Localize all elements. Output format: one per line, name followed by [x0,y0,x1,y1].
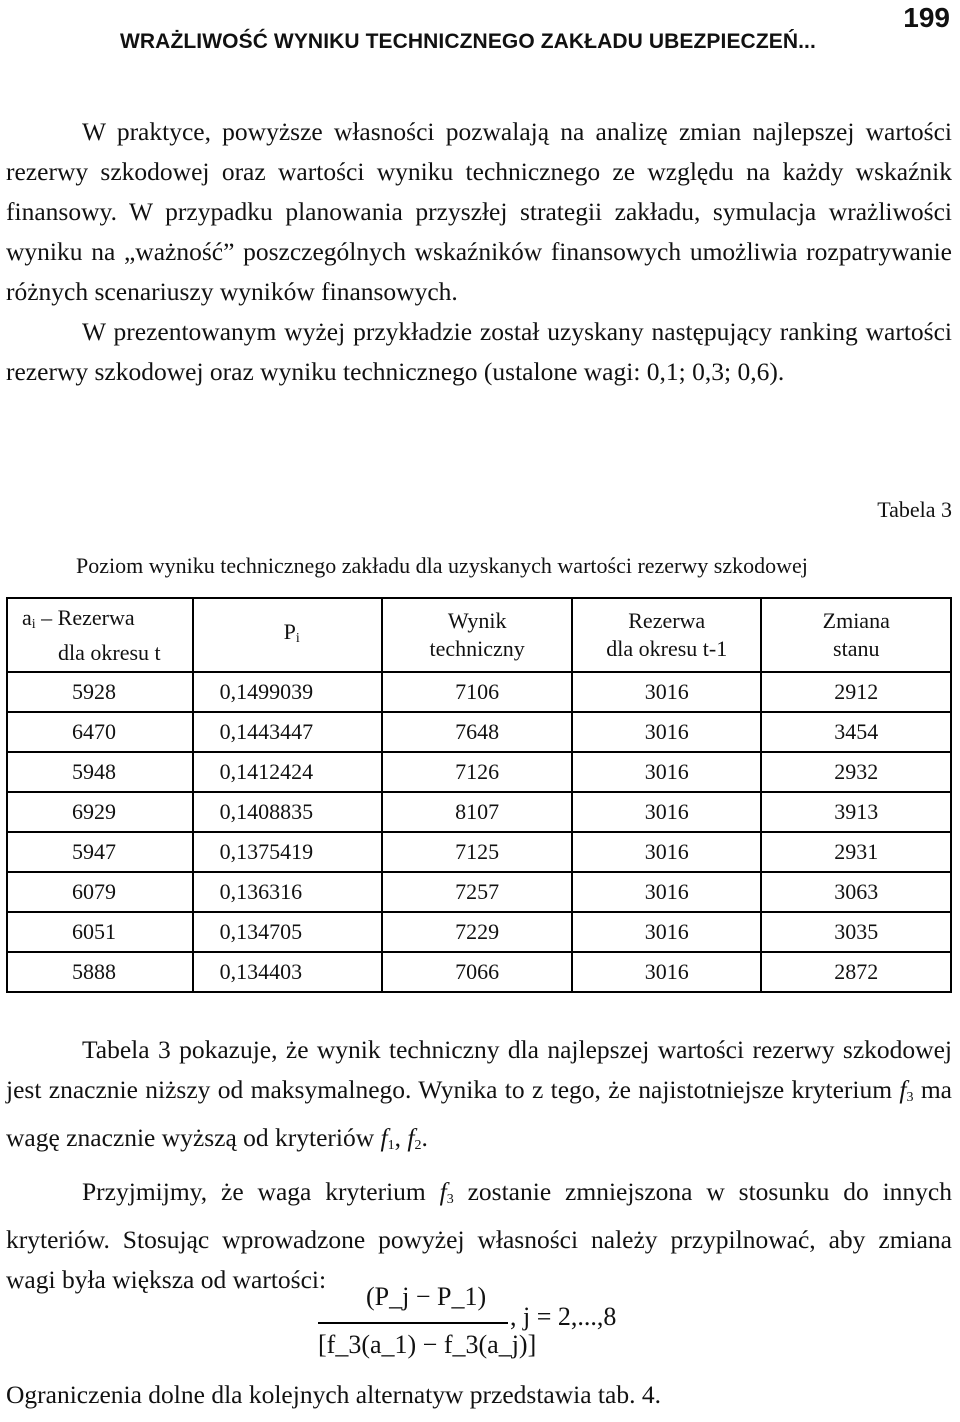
page-number: 199 [903,2,950,33]
table-cell: 7126 [382,752,572,792]
table-cell: 3016 [572,792,762,832]
table-cell: 0,1443447 [193,712,383,752]
table-cell: 3016 [572,912,762,952]
header-p: $P_i$ [193,598,383,672]
formula-denominator: [f_3(a_1) − f_3(a_j)] [318,1330,537,1359]
table-cell: 7648 [382,712,572,752]
after-text [6,1030,952,1300]
table-cell: 5947 [7,832,193,872]
table-cell: 0,1412424 [193,752,383,792]
table-cell: 6079 [7,872,193,912]
table-cell: 0,1408835 [193,792,383,832]
table-cell: 5888 [7,952,193,992]
table-cell: 0,136316 [193,872,383,912]
table-cell: 0,134403 [193,952,383,992]
data-table [6,597,952,993]
table-cell: 3035 [761,912,951,952]
table-row [7,832,951,872]
table-cell: 7106 [382,672,572,712]
table-cell: 7257 [382,872,572,912]
running-header: WRAŻLIWOŚĆ WYNIKU TECHNICZNEGO ZAKŁADU UBEZPIECZEŃ... [120,30,816,53]
table-cell: 5928 [7,672,193,712]
table-cell: 6470 [7,712,193,752]
table-row [7,672,951,712]
intro-text [6,112,952,392]
table-cell: 6051 [7,912,193,952]
table-cell: 3454 [761,712,951,752]
header-reserve-t-1: Rezerwa dla okresu t-1 [572,598,762,672]
paragraph-2: W prezentowanym wyżej przykładzie został uzyskany następujący ranking wartości rezerwy szkodowej oraz wyniku technicznego (ustalone wagi: 0,1; 0,3; 0,6). [6,317,952,386]
table-row [7,752,951,792]
table-cell: 2872 [761,952,951,992]
table-cell: 8107 [382,792,572,832]
table-cell: 7066 [382,952,572,992]
paragraph-4: Przyjmijmy, że waga kryterium $f_3$ zostanie zmniejszona w stosunku do innych kryteriów. Stosując wprowadzone powyżej własności należy przypilnować, aby zmiana wagi była większa od wartości: [6,1177,952,1294]
table-cell: 3016 [572,832,762,872]
final-sentence: Ograniczenia dolne dla kolejnych alternatyw przedstawia tab. 4. [6,1380,661,1409]
table-cell: 6929 [7,792,193,832]
table-cell: 3016 [572,712,762,752]
table-row [7,872,951,912]
table-cell: 3016 [572,752,762,792]
formula-numerator: (P_j − P_1) [366,1282,487,1311]
header-change: Zmiana stanu [761,598,951,672]
table-cell: 7125 [382,832,572,872]
table-cell: 0,1375419 [193,832,383,872]
table-row [7,912,951,952]
table-cell: 0,134705 [193,912,383,952]
table-cell: 3063 [761,872,951,912]
table-row [7,952,951,992]
header-reserve-t: $a_i$ – Rezerwa dla okresu t [7,598,193,672]
table-header-row [7,598,951,672]
table-cell: 3913 [761,792,951,832]
table-cell: 3016 [572,952,762,992]
table-caption: Poziom wyniku technicznego zakładu dla uzyskanych wartości rezerwy szkodowej [76,553,808,578]
formula-condition: , j = 2,...,8 [510,1302,617,1331]
table-cell: 2912 [761,672,951,712]
header-technical-result: Wynik techniczny [382,598,572,672]
table-label: Tabela 3 [877,497,952,522]
table-cell: 0,1499039 [193,672,383,712]
table-cell: 5948 [7,752,193,792]
paragraph-3: Tabela 3 pokazuje, że wynik techniczny dla najlepszej wartości rezerwy szkodowej jest znacznie niższy od maksymalnego. Wynika to z tego, że najistotniejsze kryterium $f_3$ ma wagę znacznie wyższą od kryteriów $f_1$, $f_2$. [6,1035,953,1153]
table-row [7,792,951,832]
table-cell: 2931 [761,832,951,872]
table-cell: 7229 [382,912,572,952]
paragraph-1: W praktyce, powyższe własności pozwalają na analizę zmian najlepszej wartości rezerwy szkodowej oraz wartości wyniku technicznego ze względu na każdy wskaźnik finansowy. W przypadku planowania przyszłej strategii zakładu, symulacja wrażliwości wyniku na „ważność” poszczególnych wskaźników finansowych umożliwia rozpatrywanie różnych scenariuszy wyników finansowych. [6,117,952,306]
table-cell: 3016 [572,672,762,712]
table-row [7,712,951,752]
fraction-bar [318,1322,508,1324]
table-cell: 3016 [572,872,762,912]
table-cell: 2932 [761,752,951,792]
